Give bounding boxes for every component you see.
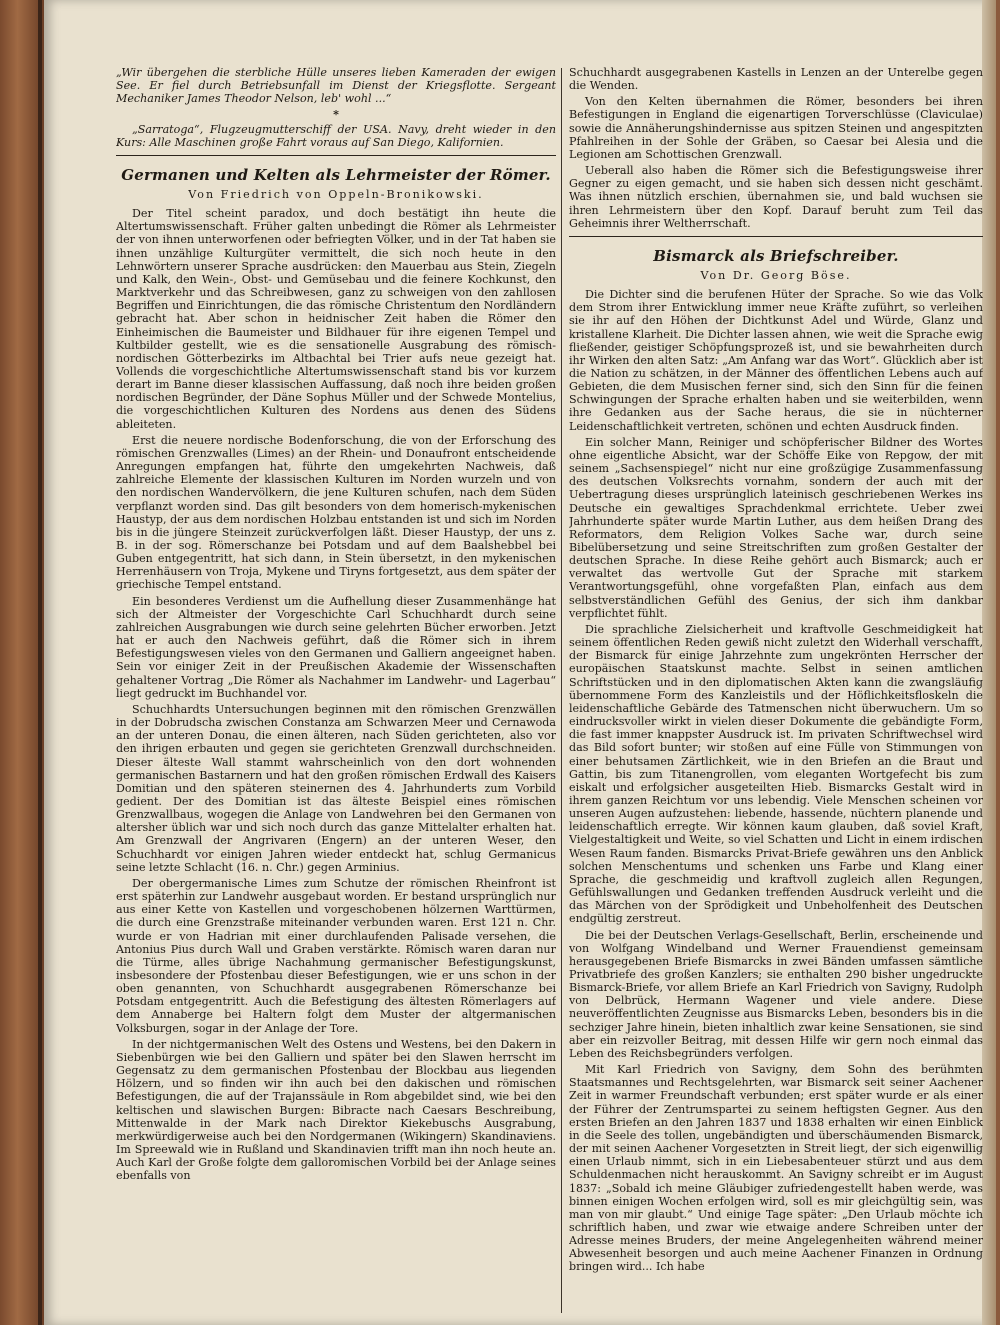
article-title-germanen: Germanen und Kelten als Lehrmeister der Römer. — [121, 165, 551, 184]
article-paragraph: Schuchhardts Untersuchungen beginnen mit den römischen Grenzwällen in der Dobrudscha zwischen Constanza am Schwarzen Meer und Cernawoda an der unteren Donau, die einen älteren, nach Süden gerichteten, also vor den ihrigen erbauten und gegen sie gerichteten Grenzwall durchschneiden. Dieser älteste Wall stammt wahrscheinlich von den dort wohnenden germanischen Bastarnern und hat den großen römischen Erdwall des Kaisers Domitian und den späteren steinernen des 4. Jahrhunderts zum Vorbild gedient. Der des Domitian ist das älteste Beispiel eines römischen Grenzwallbaus, wogegen die Anlage von Landwehren bei den Germanen von altersher üblich war und sich noch durch das ganze Mittelalter erhalten hat. Am Grenzwall der Angrivaren (Engern) an der unteren Weser, den Schuchhardt vor einigen Jahren wieder entdeckt hat, schlug Germanicus seine letzte Schlacht (16. n. Chr.) gegen Arminius. — [116, 702, 556, 874]
page-edge — [982, 0, 996, 1325]
article-paragraph: Ein besonderes Verdienst um die Aufhellung dieser Zusammenhänge hat sich der Altmeister der Vorgeschichte Carl Schuchhardt durch seine zahlreichen Ausgrabungen wie durch seine gelehrten Bücher erworben. Jetzt hat er auch den Nachweis geführt, daß die Römer sich in ihrem Befestigungswesen vieles von den Germanen und Galliern angeeignet haben. Sein vor einiger Zeit in der Preußischen Akademie der Wissenschaften gehaltener Vortrag „Die Römer als Nachahmer im Landwehr- und Lagerbau“ liegt gedruckt im Buchhandel vor. — [116, 594, 556, 700]
article-byline-bismarck: Von Dr. Georg Böse. — [700, 268, 852, 282]
article-paragraph: Der obergermanische Limes zum Schutze der römischen Rheinfront ist erst späterhin zur Landwehr ausgebaut worden. Er bestand ursprünglich nur aus einer Kette von Kastellen und vorgeschobenen hölzernen Warttürmen, die durch eine Grenzstraße miteinander verbunden waren. Erst 121 n. Chr. wurde er von Hadrian mit einer durchlaufenden Palisade versehen, die Antonius Pius durch Wall und Graben verstärkte. Römisch waren daran nur die Türme, alles übrige Nachahmung germanischer Befestigungskunst, insbesondere der Pfostenbau dieser Befestigungen, wie er uns schon in der oben genannten, von Schuchhardt ausgegrabenen Römerschanze bei Potsdam entgegentritt. Auch die Befestigung des ältesten Römerlagers auf dem Annaberge bei Haltern folgt dem Muster der altgermanischen Volksburgen, sogar in der Anlage der Tore. — [116, 876, 556, 1035]
column-rule — [561, 68, 562, 1313]
right-column — [569, 66, 983, 1316]
section-star: * — [333, 108, 339, 122]
article-paragraph: Erst die neuere nordische Bodenforschung, die von der Erforschung des römischen Grenzwalles (Limes) an der Rhein- und Donaufront entscheidende Anregungen empfangen hat, führte den umgekehrten Nachweis, daß zahlreiche Elemente der klassischen Kulturen im Norden wurzeln und von den nordischen Wandervölkern, die jene Kulturen schufen, nach dem Süden verpflanzt worden sind. Das gilt besonders von dem homerisch-mykenischen Haustyp, der aus dem nordischen Holzbau entstanden ist und sich im Norden bis in die jüngere Steinzeit zurückverfolgen läßt. Dieser Haustyp, der uns z. B. in der sog. Römerschanze bei Potsdam und auf dem Baalshebbel bei Guben entgegentritt, hat sich dann, in Stein übersetzt, in den mykenischen Herrenhäusern von Troja, Mykene und Tiryns fortgesetzt, aus dem später der griechische Tempel entstand. — [116, 433, 556, 592]
continued-paragraph: Ueberall also haben die Römer sich die Befestigungsweise ihrer Gegner zu eigen gemacht, und sie haben sich dessen nicht geschämt. Was ihnen nützlich erschien, übernahmen sie, und bald wuchsen sie ihren Lehrmeistern über den Kopf. Darauf beruht zum Teil das Geheimnis ihrer Weltherrschaft. — [569, 164, 983, 230]
article-paragraph: Die bei der Deutschen Verlags-Gesellschaft, Berlin, erscheinende und von Wolfgang Windelband und Werner Frauendienst gemeinsam herausgegebenen Briefe Bismarcks in zwei Bänden umfassen sämtliche Privatbriefe des großen Kanzlers; sie enthalten 290 bisher ungedruckte Bismarck-Briefe, vor allem Briefe an Karl Friedrich von Savigny, Rudolph von Delbrück, Hermann Wagener und viele andere. Diese neuveröffentlichten Zeugnisse aus Bismarcks Leben, besonders bis in die sechziger Jahre hinein, bieten inhaltlich zwar keine Sensationen, sie sind aber ein reizvoller Beitrag, mit dessen Hilfe wir gern noch einmal das Leben des Reichsbegründers verfolgen. — [569, 928, 983, 1060]
article-paragraph: Ein solcher Mann, Reiniger und schöpferischer Bildner des Wortes ohne eigentliche Absicht, war der Schöffe Eike von Repgow, der mit seinem „Sachsenspiegel“ nicht nur eine großzügige Zusammenfassung des deutschen Volksrechts vornahm, sondern der auch mit der Uebertragung dieses ursprünglich lateinisch geschriebenen Werkes ins Deutsche ein gewaltiges Sprachdenkmal errichtete. Ueber zwei Jahrhunderte später wurde Martin Luther, aus dem heißen Drang des Reformators, dem Religion Volkes Sache war, durch seine Bibelübersetzung und seine Streitschriften zum großen Gestalter der deutschen Sprache. In diese Reihe gehört auch Bismarck; auch er verwaltet das wertvolle Gut der Sprache mit starkem Verantwortungsgefühl, ohne vorgefaßten Plan, einfach aus dem selbstverständlichen Gefühl des Genius, der sich ihm dankbar verpflichtet fühlt. — [569, 435, 983, 620]
intro-after: „Sarratoga“, Flugzeugmutterschiff der USA. Navy, dreht wieder in den Kurs: Alle Maschinen große Fahrt voraus auf San Diego, Kalifornien. — [116, 122, 556, 149]
article-paragraph: Der Titel scheint paradox, und doch bestätigt ihn heute die Altertumswissenschaft. Früher galten unbedingt die Römer als Lehrmeister der von ihnen unterworfenen oder befriegten Völker, und in der Tat haben sie ihnen unzählige Kulturgüter vermittelt, die sich noch heute in den Lehnwörtern unserer Sprache ausdrücken: den Mauerbau aus Stein, Ziegeln und Kalk, den Wein-, Obst- und Gemüsebau und die feinere Kochkunst, den Marktverkehr und das Schreibwesen, ganz zu schweigen von den zahllosen Begriffen und Einrichtungen, die das römische Christentum den Nordländern gebracht hat. Aber schon in heidnischer Zeit haben die Römer den Einheimischen die Baumeister und Bildhauer für ihre eigenen Tempel und Kultbilder gestellt, wie es die sensationelle Ausgrabung des römisch-nordischen Götterbezirks im Altbachtal bei Trier aufs neue gezeigt hat. Vollends die vorgeschichtliche Altertumswissenschaft stand bis vor kurzem derart im Banne dieser klassischen Auffassung, daß noch ihre beiden großen nordischen Begründer, der Däne Sophus Müller und der Schwede Montelius, die vorgeschichtlichen Kulturen des Nordens aus denen des Südens ableiteten. — [116, 207, 556, 431]
article-paragraph: In der nichtgermanischen Welt des Ostens und Westens, bei den Dakern in Siebenbürgen wie bei den Galliern und später bei den Slawen herrscht im Gegensatz zu dem germanischen Pfostenbau der Blockbau aus liegenden Hölzern, und so finden wir ihn auch bei den dakischen und römischen Befestigungen, die auf der Trajanssäule in Rom abgebildet sind, wie bei den keltischen und slawischen Burgen: Bibracte nach Caesars Beschreibung, Mittenwalde in der Mark nach Direktor Kiekebuschs Ausgrabung, merkwürdigerweise auch bei den Nordgermanen (Wikingern) Skandinaviens. Im Spreewald wie in Rußland und Skandinavien trifft man ihn noch heute an. Auch Karl der Große folgte dem galloromischen Vorbild bei der Anlage seines ebenfalls von — [116, 1037, 556, 1183]
article-paragraph: Mit Karl Friedrich von Savigny, dem Sohn des berühmten Staatsmannes und Rechtsgelehrten, war Bismarck seit seiner Aachener Zeit in warmer Freundschaft verbunden; erst später wurde er als einer der Führer der Zentrumspartei zu seinem heftigsten Gegner. Aus den ersten Briefen an den Jahren 1837 und 1838 erhalten wir einen Einblick in die Seele des tollen, ungebändigten und überschäumenden Bismarck, der mit seinen Aachener Vorgesetzten in Streit liegt, der sich eigenwillig einen Urlaub nimmt, sich in ein Liebesabenteuer stürzt und aus dem Schuldenmachen nicht herauskommt. An Savigny schreibt er im August 1837: „Sobald ich meine Gläubiger zufriedengestellt haben werde, was binnen einigen Wochen erfolgen wird, soll es mir gleichgültig sein, was man von mir glaubt.“ Und einige Tage später: „Den Urlaub möchte ich schriftlich haben, und zwar wie etwaige andere Schreiben unter der Adresse meines Bruders, der meine Angelegenheiten während meiner Abwesenheit besorgen und auch meine Aachener Finanzen in Ordnung bringen wird... Ich habe — [569, 1063, 983, 1274]
article-paragraph: Die Dichter sind die berufenen Hüter der Sprache. So wie das Volk dem Strom ihrer Entwicklung immer neue Kräfte zuführt, so verleihen sie ihr auf den Höhen der Dichtkunst Adel und Würde, Glanz und kristallene Klarheit. Die Dichter lassen ahnen, wie weit die Sprache ewig fließender, geistiger Schöpfungsprozeß ist, und sie bewahrheiten durch ihr Wirken den alten Satz: „Am Anfang war das Wort“. Glücklich aber ist die Nation zu schätzen, in der Männer des öffentlichen Lebens auch auf Gebieten, die dem Musischen ferner sind, sich den Sinn für die feinen Schwingungen der Sprache erhalten haben und sie weiterbilden, wenn ihre Gedanken aus der Sache heraus, die sie in nüchterner Leidenschaftlichkeit vertreten, schönen und echten Ausdruck finden. — [569, 288, 983, 433]
section-divider — [569, 236, 983, 237]
continued-paragraph: Von den Kelten übernahmen die Römer, besonders bei ihren Befestigungen in England die eigenartigen Torverschlüsse (Claviculae) sowie die Annäherungshindernisse aus spitzen Steinen und angespitzten Pfahlreihen in der Sohle der Gräben, so Caesar bei Alesia und die Legionen am Schottischen Grenzwall. — [569, 95, 983, 161]
continued-paragraph: Schuchhardt ausgegrabenen Kastells in Lenzen an der Unterelbe gegen die Wenden. — [569, 66, 983, 93]
intro-quote: „Wir übergehen die sterbliche Hülle unseres lieben Kameraden der ewigen See. Er fiel durch Betriebsunfall im Dienst der Kriegsflotte. Sergeant Mechaniker James Theodor Nelson, leb' wohl ...“ — [116, 66, 556, 106]
book-binding — [0, 0, 44, 1325]
section-divider — [116, 155, 556, 156]
left-column — [116, 66, 556, 1316]
article-byline-germanen: Von Friedrich von Oppeln-Bronikowski. — [188, 187, 484, 201]
article-paragraph: Die sprachliche Zielsicherheit und kraftvolle Geschmeidigkeit hat seinem öffentlichen Reden gewiß nicht zuletzt den Widerhall verschafft, der Bismarck für einige Jahrzehnte zum ungekrönten Herrscher der europäischen Staatskunst machte. Selbst in seinen amtlichen Schriftstücken und in den diplomatischen Akten kann die zwangsläufig übernommene Form des Kanzleistils und der Höflichkeitsfloskeln die leidenschaftliche Gebärde des Tatmenschen nicht überwuchern. Um so eindrucksvoller wirkt in vielen dieser Dokumente die gebändigte Form, die fast immer knappster Ausdruck ist. Im privaten Schriftwechsel wird das Bild sofort bunter; wir stoßen auf eine Fülle von Stimmungen von einer behutsamen Zärtlichkeit, wie in den Briefen an die Braut und Gattin, bis zum Titanengrollen, vom eleganten Wortgefecht bis zum eiskalt und erfolgsicher ausgeteilten Hieb. Bismarcks Gestalt wird in ihrem ganzen Reichtum vor uns lebendig. Viele Menschen scheinen vor unseren Augen aufzustehen: liebende, hassende, nüchtern planende und leidenschaftlich erregte. Wir können kaum glauben, daß soviel Kraft, Vielgestaltigkeit und Weite, so viel Schatten und Licht in einem irdischen Wesen Raum fanden. Bismarcks Privat-Briefe gewähren uns den Anblick solchen Menschentums und schenken uns Farbe und Klang einer Sprache, die geschmeidig und kraftvoll zugleich allen Regungen, Gefühlswallungen und Gedanken treffenden Ausdruck verleiht und die das Märchen von der Sprödigkeit und Unbeholfenheit des Deutschen endgültig zerstreut. — [569, 622, 983, 926]
article-title-bismarck: Bismarck als Briefschreiber. — [653, 246, 899, 265]
